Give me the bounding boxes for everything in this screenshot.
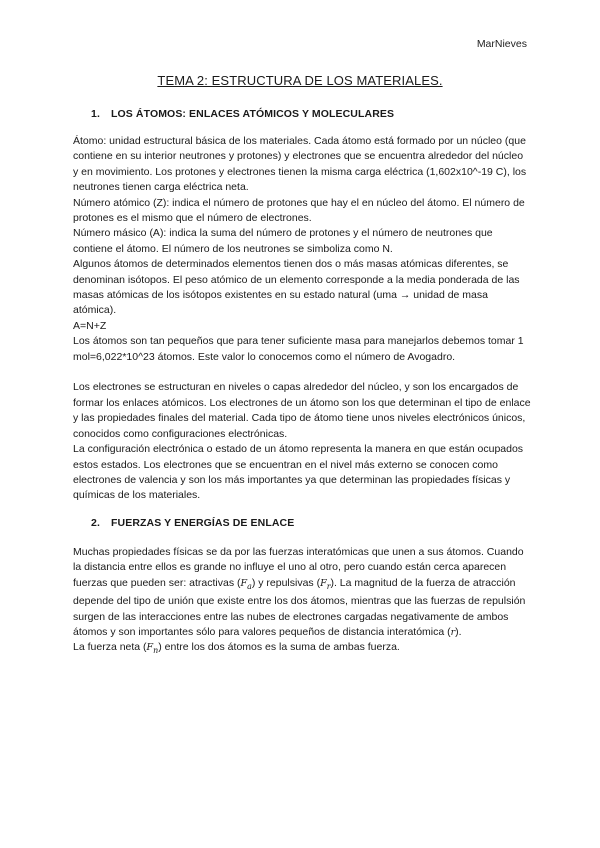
section-heading-2 — [91, 517, 294, 529]
text-run: Muchas propiedades físicas se da por las fuerzas interatómicas que unen a sus átomos. Cuando la distancia entre ellos es grande no influye el uno al otro, pero cuando están cerca aparecen fuerzas que pueden ser: atractivas ( — [73, 546, 524, 589]
text-run: ). — [455, 625, 462, 638]
section-title: FUERZAS Y ENERGÍAS DE ENLACE — [111, 517, 295, 529]
section-2-body — [73, 545, 531, 659]
section-title: LOS ÁTOMOS: ENLACES ATÓMICOS Y MOLECULARES — [111, 108, 395, 120]
net-force-symbol: $F_n$ — [146, 642, 159, 656]
author-name: MarNieves — [476, 38, 527, 50]
attractive-force-symbol: $F_a$ — [240, 577, 252, 591]
text-run: ). La magnitud de la fuerza de atracción depende del tipo de unión que existe entre los dos átomos, mientras que las fuerzas de repulsión surgen de las interacciones entre las nubes de electrones cargadas negativamente de ambos átomos y son importantes sólo para valores pequeños de distancia interatómica ( — [73, 576, 526, 638]
paragraph: Los átomos son tan pequeños que para tener suficiente masa para manejarlos debemos tomar 1 mol=6,022*10^23 átomos. Este valor lo conocemos como el número de Avogadro. — [73, 335, 524, 363]
page-title: TEMA 2: ESTRUCTURA DE LOS MATERIALES. — [157, 73, 443, 88]
text-run: ) y repulsivas ( — [251, 576, 321, 589]
section-1-body — [73, 134, 531, 504]
text-run: ) entre los dos átomos es la suma de ambas fuerza. — [158, 641, 400, 654]
formula-line: A=N+Z — [73, 319, 107, 332]
section-heading-1 — [91, 108, 394, 120]
paragraph: La configuración electrónica o estado de un átomo representa la manera en que están ocupados estos estados. Los electrones que se encuentran en el nivel más externo se conocen como electrones de valencia y son los más importantes ya que determinan las propiedades físicas y químicas de los materiales. — [73, 443, 524, 502]
paragraph: Número atómico (Z): indica el número de protones que hay el en núcleo del átomo. El número de protones es el mismo que el número de electrones. — [73, 196, 525, 225]
distance-symbol: r — [450, 626, 456, 638]
section-number: 2. — [91, 517, 100, 529]
repulsive-force-symbol: $F_r$ — [320, 577, 331, 591]
paragraph — [73, 640, 531, 658]
text-run: La fuerza neta ( — [73, 641, 147, 654]
section-number: 1. — [91, 108, 100, 120]
paragraph: Algunos átomos de determinados elementos tienen dos o más masas atómicas diferentes, se denominan isótopos. El peso atómico de un elemento corresponde a la media ponderada de las masas atómicas de los isótopos existentes en su estado natural (uma → unidad de masa atómica). — [73, 258, 520, 317]
paragraph: Los electrones se estructuran en niveles o capas alrededor del núcleo, y son los encargados de formar los enlaces atómicos. Los electrones de un átomo son los que determinan el tipo de enlace y las propiedades finales del material. Cada tipo de átomo tiene unos niveles electrónicos únicos, conocidos como configuraciones electrónicas. — [73, 381, 531, 440]
paragraph: Número másico (A): indica la suma del número de protones y el número de neutrones que contiene el átomo. El número de los neutrones se simboliza como N. — [73, 227, 493, 255]
paragraph: Átomo: unidad estructural básica de los materiales. Cada átomo está formado por un núcleo (que contiene en su interior neutrones y protones) y electrones que se encuentra alrededor del núcleo y en movimiento. Los protones y electrones tienen la misma carga eléctrica (1,602x10^-19 C), los neutrones tienen carga eléctrica neta. — [73, 135, 527, 194]
paragraph — [73, 545, 531, 640]
